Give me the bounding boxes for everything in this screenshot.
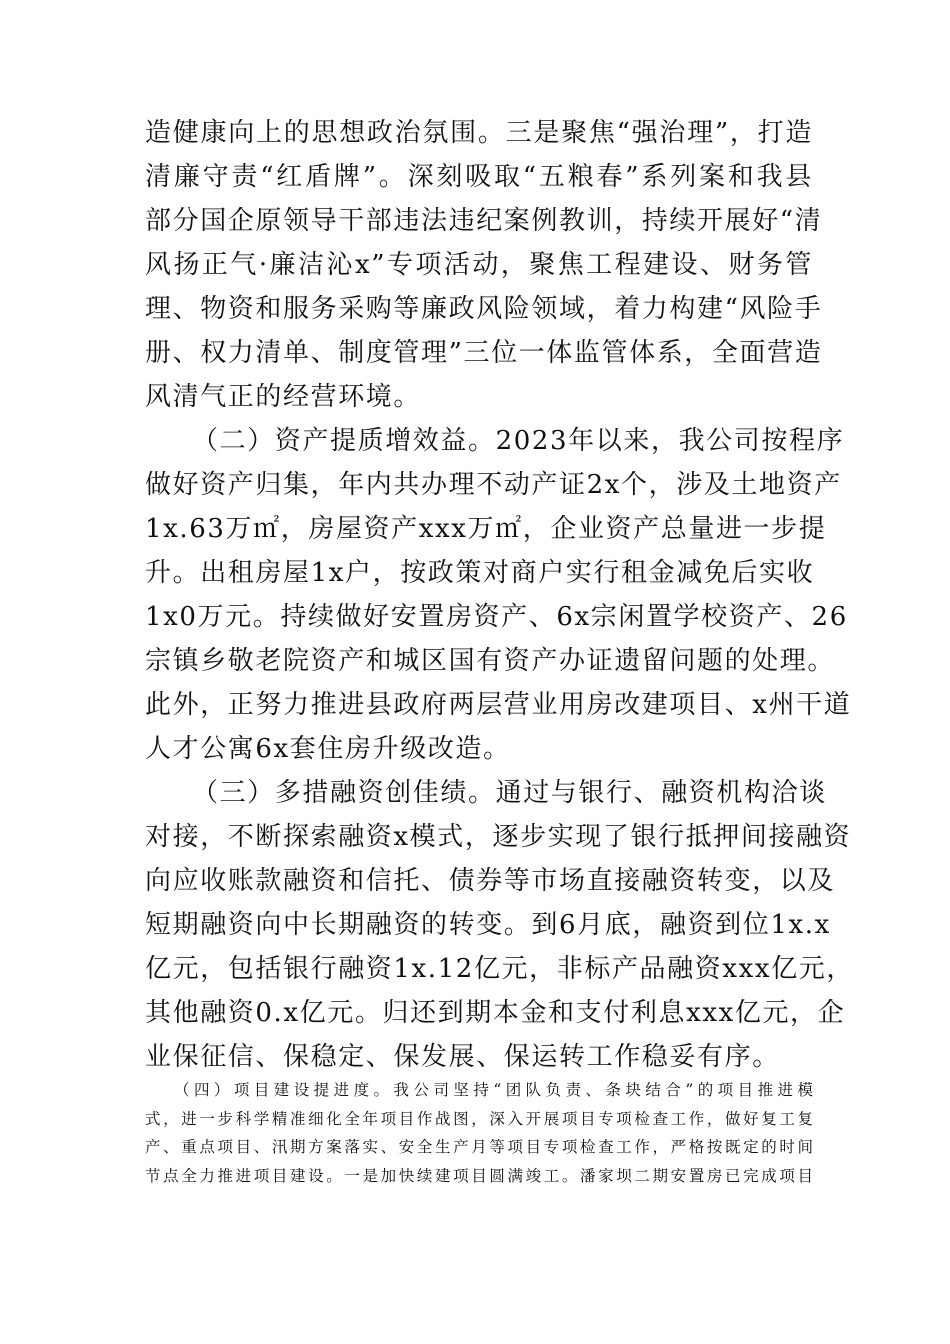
text-line: 式，进一步科学精准细化全年项目作战图，深入开展项目专项检查工作，做好复工复: [145, 1109, 813, 1128]
text-line: 册、权力清单、制度管理”三位一体监管体系，全面营造: [145, 338, 823, 368]
paragraph-project-construction: [145, 1076, 813, 1190]
text-line: 造健康向上的思想政治氛围。三是聚焦“强治理”，打造: [145, 118, 813, 148]
text-line: 风扬正气·廉洁沁x”专项活动，聚焦工程建设、财务管: [145, 250, 813, 280]
section-heading-line: （三）多措融资创佳绩。通过与银行、融资机构洽谈: [192, 778, 827, 808]
section-heading-line: （二）资产提质增效益。2023年以来，我公司按程序: [192, 426, 845, 456]
text-line: 1x0万元。持续做好安置房资产、6x宗闲置学校资产、26: [145, 602, 848, 632]
text-line: 风清气正的经营环境。: [145, 382, 422, 412]
text-line: 节点全力推进项目建设。一是加快续建项目圆满竣工。潘家坝二期安置房已完成项目: [145, 1166, 813, 1185]
text-line: 对接，不断探索融资x模式，逐步实现了银行抵押间接融资: [145, 822, 852, 852]
text-line: 短期融资向中长期融资的转变。到6月底，融资到位1x.x: [145, 910, 831, 940]
paragraph-asset-quality: [145, 419, 852, 771]
text-line: 1x.63万㎡，房屋资产xxx万㎡，企业资产总量进一步提: [145, 514, 827, 544]
text-line: 理、物资和服务采购等廉政风险领域，着力构建“风险手: [145, 294, 823, 324]
text-line: 升。出租房屋1x户，按政策对商户实行租金减免后实收: [145, 558, 815, 588]
text-line: 此外，正努力推进县政府两层营业用房改建项目、x州干道: [145, 690, 852, 720]
text-line: 清廉守责“红盾牌”。深刻吸取“五粮春”系列案和我县: [145, 162, 813, 192]
paragraph-financing: [145, 771, 854, 1079]
text-line: 向应收账款融资和信托、债券等市场直接融资转变，以及: [145, 866, 836, 896]
text-line: 亿元，包括银行融资1x.12亿元，非标产品融资xxx亿元，: [145, 954, 854, 984]
section-heading-line: （四）项目建设提进度。我公司坚持“团队负责、条块结合”的项目推进模: [174, 1081, 813, 1099]
text-line: 做好资产归集，年内共办理不动产证2x个，涉及土地资产: [145, 470, 842, 500]
paragraph-integrity-governance: [145, 111, 823, 419]
text-line: 宗镇乡敬老院资产和城区国有资产办证遗留问题的处理。: [145, 646, 836, 676]
text-line: 部分国企原领导干部违法违纪案例教训，持续开展好“清: [145, 206, 823, 236]
text-line: 业保征信、保稳定、保发展、保运转工作稳妥有序。: [145, 1042, 780, 1072]
text-line: 产、重点项目、汛期方案落实、安全生产月等项目专项检查工作，严格按既定的时间: [145, 1138, 813, 1156]
text-line: 其他融资0.x亿元。归还到期本金和支付利息xxx亿元，企: [145, 998, 846, 1028]
text-line: 人才公寓6x套住房升级改造。: [145, 734, 511, 764]
